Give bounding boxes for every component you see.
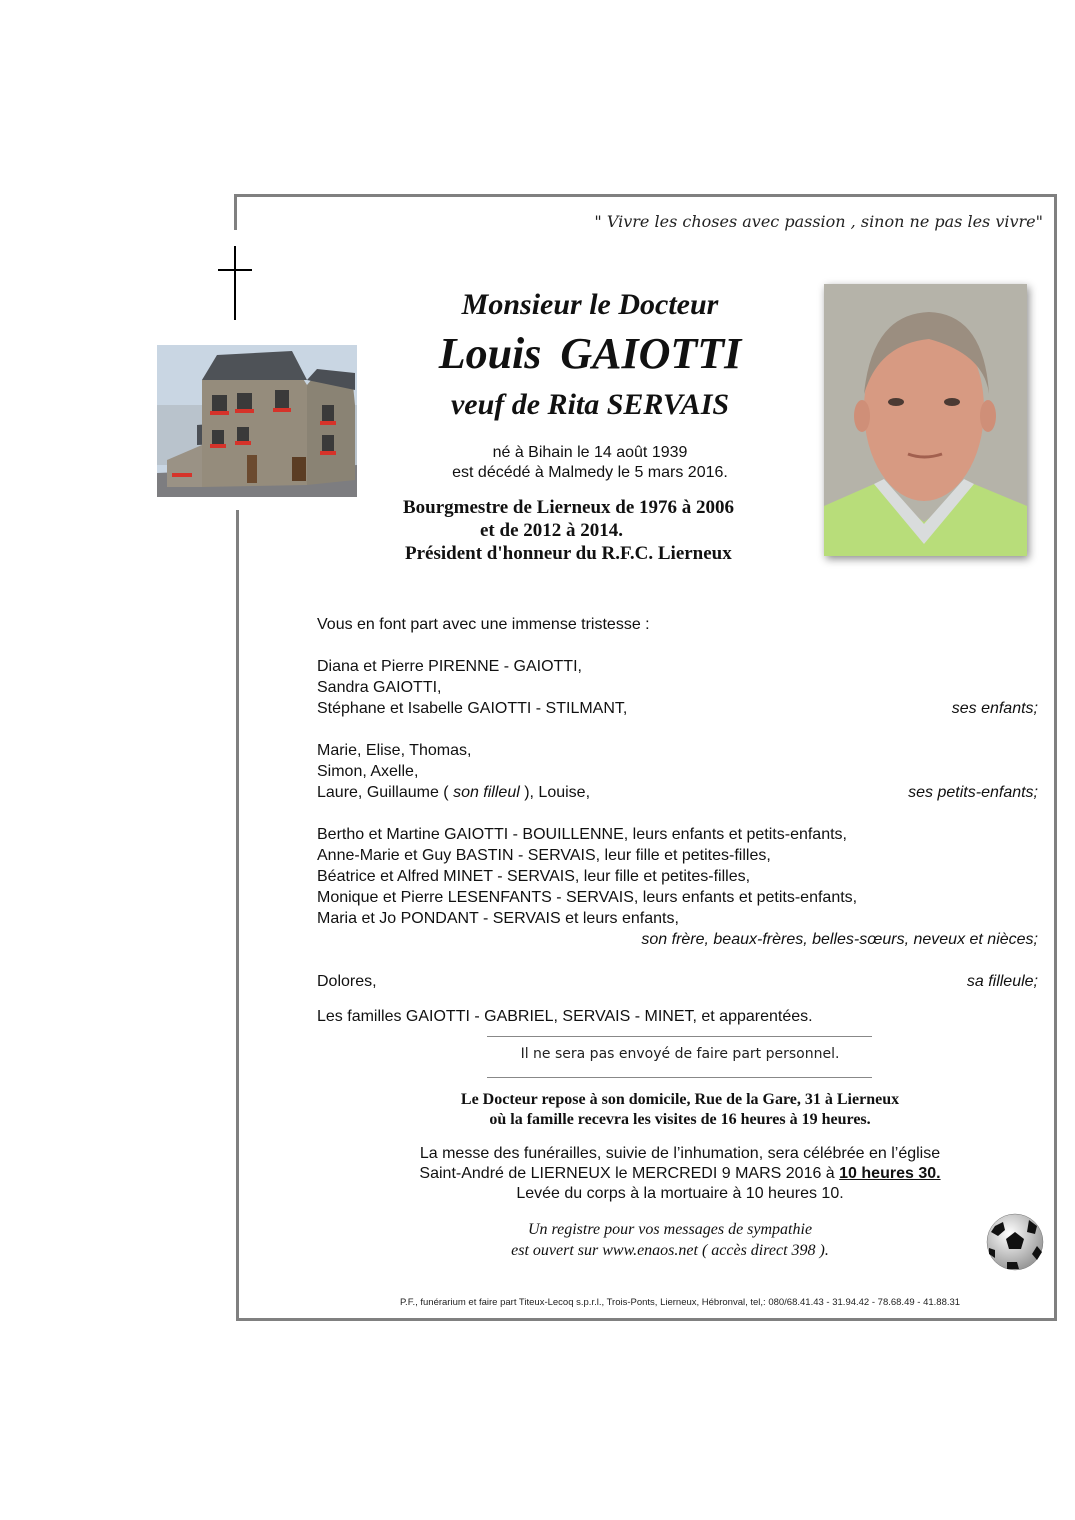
grandchildren-line: Simon, Axelle, xyxy=(317,763,419,780)
cross-vertical xyxy=(234,246,236,320)
mass-time: 10 heures 30. xyxy=(839,1165,941,1182)
frame-border-bottom xyxy=(236,1318,1057,1321)
grandchildren-line: Marie, Elise, Thomas, xyxy=(317,742,472,759)
intro-line: Vous en font part avec une immense tristesse : xyxy=(317,616,650,633)
roles xyxy=(395,496,795,565)
frame-border-top xyxy=(234,194,1057,197)
role-line: Bourgmestre de Lierneux de 1976 à 2006 xyxy=(403,497,735,518)
frame-border-left-bottom xyxy=(236,510,239,1320)
announcement xyxy=(317,614,1038,1027)
honorific: Monsieur le Docteur xyxy=(461,288,719,321)
divider-top xyxy=(487,1036,872,1037)
widower-line: veuf de Rita SERVAIS xyxy=(450,388,730,421)
siblings-label: son frère, beaux-frères, belles-sœurs, neveux et nièces; xyxy=(641,931,1038,948)
frame-border-right xyxy=(1054,194,1057,1321)
building-photo xyxy=(157,345,357,497)
children-label: ses enfants; xyxy=(951,700,1038,717)
sibling-line: Bertho et Martine GAIOTTI - BOUILLENNE, leurs enfants et petits-enfants, xyxy=(317,826,847,843)
families-line: Les familles GAIOTTI - GABRIEL, SERVAIS - MINET, et apparentées. xyxy=(317,1008,813,1025)
birth-line: né à Bihain le 14 août 1939 xyxy=(492,444,688,461)
deceased-name: Louis GAIOTTI xyxy=(438,329,742,378)
divider-bottom xyxy=(487,1077,872,1078)
sibling-line: Monique et Pierre LESENFANTS - SERVAIS, leurs enfants et petits-enfants, xyxy=(317,889,858,906)
sibling-line: Maria et Jo PONDANT - SERVAIS et leurs enfants, xyxy=(317,910,679,927)
birth-death-dates xyxy=(400,443,780,483)
sibling-line: Béatrice et Alfred MINET - SERVAIS, leur fille et petites-filles, xyxy=(317,868,751,885)
frame-border-left-top xyxy=(234,194,237,230)
goddaughter-label: sa filleule; xyxy=(966,973,1038,990)
quote: " Vivre les choses avec passion , sinon ne pas les vivre" xyxy=(594,212,1043,231)
grandchildren-label: ses petits-enfants; xyxy=(908,784,1038,801)
role-line: et de 2012 à 2014. xyxy=(480,520,624,541)
soccer-ball-icon xyxy=(985,1212,1045,1272)
role-line: Président d'honneur du R.F.C. Lierneux xyxy=(405,543,732,564)
goddaughter-line: Dolores, sa filleule; xyxy=(317,973,1038,990)
cross-horizontal xyxy=(218,269,252,271)
death-line: est décédé à Malmedy le 5 mars 2016. xyxy=(452,464,728,481)
notice: Il ne sera pas envoyé de faire part personnel. xyxy=(520,1046,840,1062)
children-line: Diana et Pierre PIRENNE - GAIOTTI, xyxy=(317,658,582,675)
children-line: Sandra GAIOTTI, xyxy=(317,679,442,696)
children-line-last: Stéphane et Isabelle GAIOTTI - STILMANT, ses enfants; xyxy=(317,700,1038,717)
funeral-mass-info: La messe des funérailles, suivie de l’inhumation, sera célébrée en l’église Saint-André de LIERNEUX le MERCREDI 9 MARS 2016 à 10 heures 30. Levée du corps à la mortuaire à 10 heures 10. xyxy=(419,1145,941,1202)
portrait-photo xyxy=(824,284,1027,556)
grandchildren-line-last: Laure, Guillaume ( son filleul ), Louise, ses petits-enfants; xyxy=(317,784,1038,801)
condolence-register: Un registre pour vos messages de sympathie est ouvert sur www.enaos.net ( accès direct 398 ). xyxy=(511,1221,829,1259)
footer: P.F., funérarium et faire part Titeux-Lecoq s.p.r.l., Trois-Ponts, Lierneux, Hébronval, tel,: 080/68.41.43 - 31.94.42 - 78.68.49 - 41.88.31 xyxy=(399,1297,961,1308)
repose-info: Le Docteur repose à son domicile, Rue de la Gare, 31 à Lierneux où la famille recevra les visites de 16 heures à 19 heures. xyxy=(460,1091,900,1128)
sibling-line: Anne-Marie et Guy BASTIN - SERVAIS, leur fille et petites-filles, xyxy=(317,847,771,864)
